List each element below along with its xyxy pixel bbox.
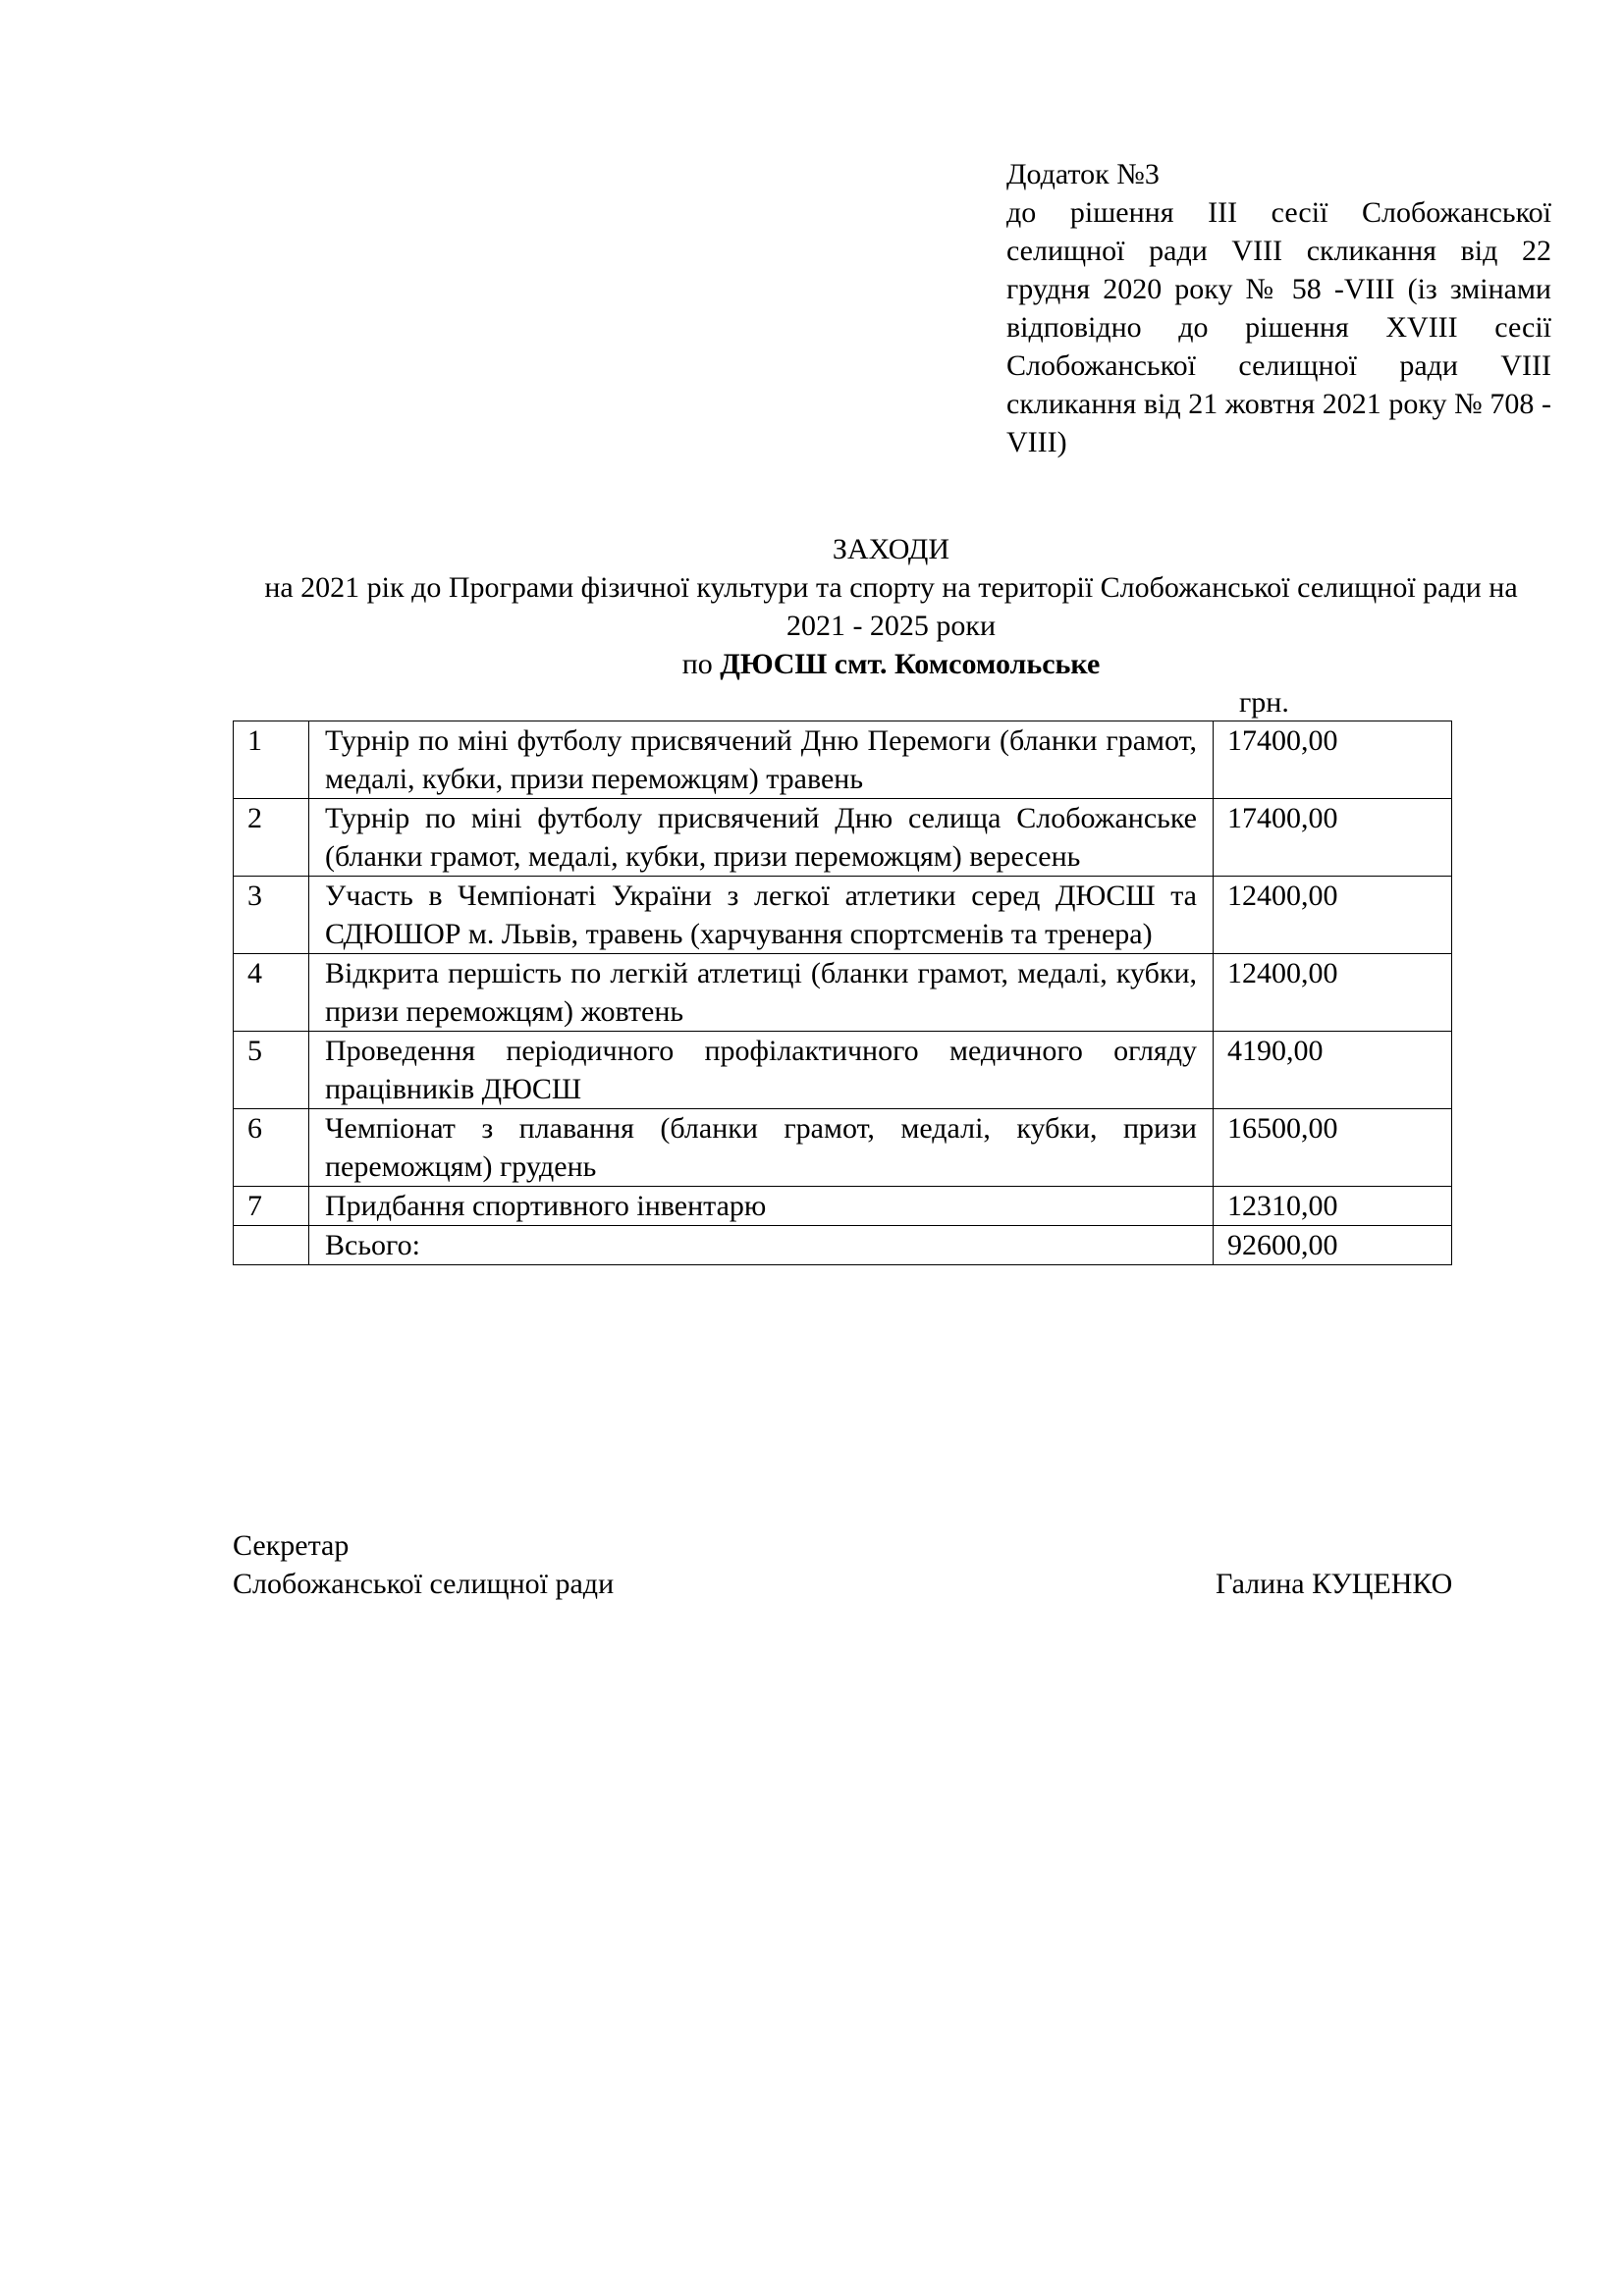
table-row <box>234 721 1452 799</box>
organization-prefix: по <box>681 648 713 680</box>
measure-name: Відкрита першість по легкій атлетиці (бланки грамот, медалі, кубки, призи переможцям) жовтень <box>309 954 1214 1032</box>
total-amount: 92600,00 <box>1214 1226 1452 1265</box>
measure-name: Турнір по міні футболу присвячений Дню селища Слобожанське (бланки грамот, медалі, кубки, призи переможцям) вересень <box>309 799 1214 877</box>
table-row <box>234 877 1452 954</box>
measure-amount: 4190,00 <box>1214 1032 1452 1109</box>
measure-name: Участь в Чемпіонаті України з легкої атлетики серед ДЮСШ та СДЮШОР м. Львів, травень (харчування спортсменів та тренера) <box>309 877 1214 954</box>
signatory-name: Галина КУЦЕНКО <box>1216 1568 1453 1600</box>
signatory-position <box>233 1526 614 1603</box>
row-number: 2 <box>234 799 309 877</box>
annex-reference: до рішення ІІІ сесії Слобожанської селищної ради VIII скликання від 22 грудня 2020 року № 58 -VIII (із змінами відповідно до рішення XVIII сесії Слобожанської селищної ради VIII скликання від 21 жовтня 2021 року № 708 -VIII) <box>1006 196 1551 458</box>
signatory-council: Слобожанської селищної ради <box>233 1568 615 1600</box>
document-title: ЗАХОДИ <box>832 533 950 565</box>
row-number: 1 <box>234 721 309 799</box>
row-number: 6 <box>234 1109 309 1187</box>
measure-amount: 12400,00 <box>1214 954 1452 1032</box>
signatory-title: Секретар <box>233 1529 350 1562</box>
row-number: 5 <box>234 1032 309 1109</box>
document-subtitle: на 2021 рік до Програми фізичної культури та спорту на території Слобожанської селищної ради на 2021 - 2025 роки <box>264 571 1518 642</box>
total-number <box>234 1226 309 1265</box>
organization-name: ДЮСШ смт. Комсомольське <box>720 648 1101 680</box>
measure-name: Проведення періодичного профілактичного медичного огляду працівників ДЮСШ <box>309 1032 1214 1109</box>
measure-name: Придбання спортивного інвентарю <box>309 1187 1214 1226</box>
row-number: 3 <box>234 877 309 954</box>
total-row <box>234 1226 1452 1265</box>
row-number: 7 <box>234 1187 309 1226</box>
annex-block <box>1006 155 1551 461</box>
table-row <box>234 799 1452 877</box>
measure-amount: 16500,00 <box>1214 1109 1452 1187</box>
measure-name: Чемпіонат з плавання (бланки грамот, медалі, кубки, призи переможцям) грудень <box>309 1109 1214 1187</box>
measure-amount: 12310,00 <box>1214 1187 1452 1226</box>
table-row <box>234 954 1452 1032</box>
measure-amount: 12400,00 <box>1214 877 1452 954</box>
measure-name: Турнір по міні футболу присвячений Дню Перемоги (бланки грамот, медалі, кубки, призи переможцям) травень <box>309 721 1214 799</box>
table-row <box>234 1109 1452 1187</box>
table-row <box>234 1032 1452 1109</box>
organization-line <box>231 645 1551 683</box>
table-row <box>234 1187 1452 1226</box>
measure-amount: 17400,00 <box>1214 721 1452 799</box>
annex-title: Додаток №3 <box>1006 158 1160 190</box>
total-label: Всього: <box>309 1226 1214 1265</box>
measure-amount: 17400,00 <box>1214 799 1452 877</box>
currency-unit: грн. <box>1239 686 1289 719</box>
row-number: 4 <box>234 954 309 1032</box>
measures-table <box>233 721 1452 1265</box>
document-heading <box>231 530 1551 683</box>
